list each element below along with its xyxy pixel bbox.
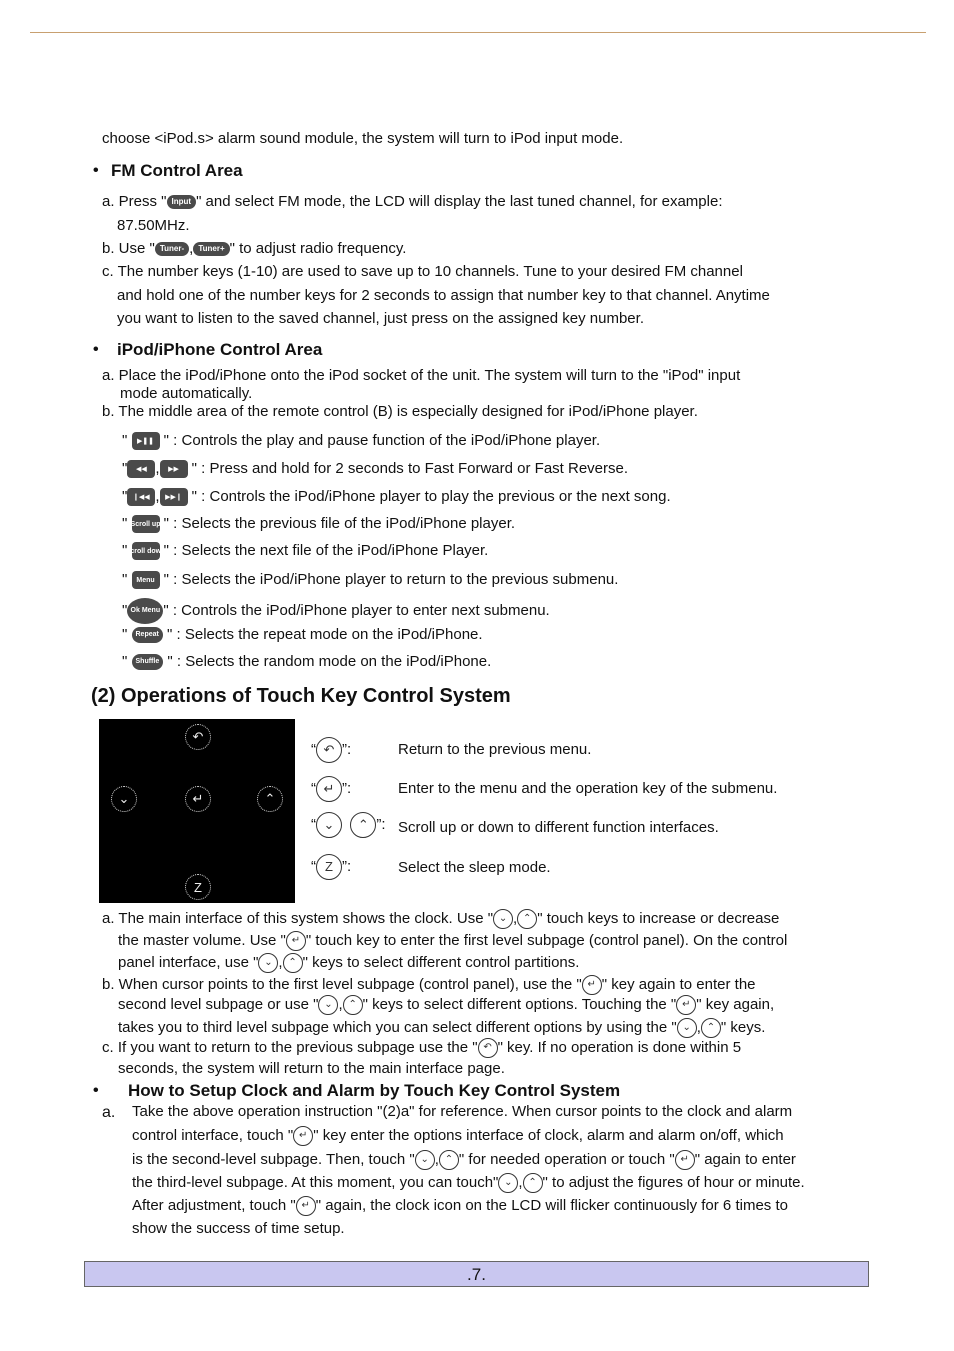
down-icon: ⌄	[316, 812, 342, 838]
clock-line1: Take the above operation instruction "(2)a" for reference. When cursor points to the clock and alarm	[132, 1103, 793, 1120]
ipod-item-a2: mode automatically.	[120, 385, 253, 402]
s2-item-b3: takes you to third level subpage which you can select different options by using the " ⌄ , ⌃ " keys.	[118, 1018, 765, 1038]
bullet: •	[93, 341, 99, 358]
repeat-key-icon: Repeat	[132, 627, 163, 643]
up-icon: ⌃	[343, 995, 363, 1015]
clock-line5: After adjustment, touch " ↵ " again, the clock icon on the LCD will flicker continuously for 6 times to	[132, 1196, 788, 1216]
clock-heading: How to Setup Clock and Alarm by Touch Key Control System	[128, 1081, 621, 1100]
s2-item-a2: the master volume. Use " ↵ " touch key to enter the first level subpage (control panel). On the control	[118, 931, 787, 951]
header-rule	[30, 32, 926, 33]
up-icon: ⌃	[350, 812, 376, 838]
fm-item-c1: c. The number keys (1-10) are used to save up to 10 channels. Tune to your desired FM channel	[102, 263, 743, 280]
enter-icon: ↵	[296, 1196, 316, 1216]
enter-icon: ↵	[675, 1150, 695, 1170]
fm-item-c3: you want to listen to the saved channel, just press on the assigned key number.	[117, 310, 644, 327]
legend-return-desc: Return to the previous menu.	[398, 741, 592, 758]
down-icon: ⌄	[677, 1018, 697, 1038]
page-number: .7.	[467, 1265, 486, 1284]
legend-enter-desc: Enter to the menu and the operation key of the submenu.	[398, 780, 778, 797]
legend-scroll: “ ⌄ ⌃ ”:	[311, 812, 386, 838]
down-icon: ⌄	[318, 995, 338, 1015]
clock-line6: show the success of time setup.	[132, 1220, 345, 1237]
next-song-icon: ▶▶❙	[160, 488, 188, 506]
scroll-up-key-icon: Scroll up	[132, 515, 160, 533]
legend-enter: “ ↵ ”:	[311, 776, 351, 802]
up-icon: ⌃	[439, 1150, 459, 1170]
bullet: •	[93, 162, 99, 179]
enter-icon: ↵	[185, 786, 211, 812]
legend-sleep-desc: Select the sleep mode.	[398, 859, 551, 876]
shuffle-key-icon: Shuffle	[132, 654, 164, 670]
scroll-down-key-icon: Scroll down	[132, 542, 160, 560]
fast-forward-icon: ▶▶	[160, 460, 188, 478]
down-icon: ⌄	[258, 953, 278, 973]
down-icon: ⌄	[493, 909, 513, 929]
clock-line4: the third-level subpage. At this moment, you can touch" ⌄ , ⌃ " to adjust the figures of hour or minute.	[132, 1173, 805, 1193]
up-icon: ⌃	[283, 953, 303, 973]
fm-item-a: a. Press " Input " and select FM mode, the LCD will display the last tuned channel, for example:	[102, 193, 723, 210]
enter-icon: ↵	[582, 975, 602, 995]
return-icon: ↶	[478, 1038, 498, 1058]
enter-icon: ↵	[676, 995, 696, 1015]
ipod-key-row: " Scroll up " : Selects the previous file of the iPod/iPhone player.	[122, 515, 516, 532]
s2-item-a3: panel interface, use " ⌄ , ⌃ " keys to select different control partitions.	[118, 953, 579, 973]
down-icon: ⌄	[111, 786, 137, 812]
ok-menu-key-icon: Ok Menu	[127, 598, 163, 624]
s2-item-b1: b. When cursor points to the first level subpage (control panel), use the " ↵ " key again to enter the	[102, 975, 756, 995]
ipod-item-b1: b. The middle area of the remote control (B) is especially designed for iPod/iPhone player.	[102, 403, 698, 420]
ipod-key-row: " ◀◀ , ▶▶ " : Press and hold for 2 seconds to Fast Forward or Fast Reverse.	[122, 460, 629, 477]
input-key-icon: Input	[167, 195, 197, 209]
clock-item-label: a.	[102, 1104, 116, 1121]
enter-icon: ↵	[316, 776, 342, 802]
return-icon: ↶	[185, 724, 211, 750]
bullet: •	[93, 1082, 99, 1099]
sleep-icon: Z	[316, 854, 342, 880]
up-icon: ⌃	[701, 1018, 721, 1038]
legend-return: “ ↶ ”:	[311, 737, 351, 763]
up-icon: ⌃	[523, 1173, 543, 1193]
tuner-minus-key-icon: Tuner-	[155, 242, 189, 256]
up-icon: ⌃	[517, 909, 537, 929]
ipod-key-row: " Shuffle " : Selects the random mode on the iPod/iPhone.	[122, 653, 492, 670]
intro-line: choose <iPod.s> alarm sound module, the system will turn to iPod input mode.	[102, 130, 624, 147]
legend-scroll-desc: Scroll up or down to different function interfaces.	[398, 819, 719, 836]
previous-song-icon: ❙◀◀	[127, 488, 155, 506]
up-icon: ⌃	[257, 786, 283, 812]
sleep-icon: Z	[185, 874, 211, 900]
fm-item-a-cont: 87.50MHz.	[117, 217, 190, 234]
return-icon: ↶	[316, 737, 342, 763]
touch-key-panel	[99, 719, 295, 903]
s2-item-b2: second level subpage or use " ⌄ , ⌃ " keys to select different options. Touching the " ↵ " key again,	[118, 995, 774, 1015]
s2-item-c2: seconds, the system will return to the main interface page.	[118, 1060, 505, 1077]
ipod-key-row: " Ok Menu " : Controls the iPod/iPhone player to enter next submenu.	[122, 598, 550, 624]
s2-item-c1: c. If you want to return to the previous subpage use the " ↶ " key. If no operation is done within 5	[102, 1038, 741, 1058]
tuner-plus-key-icon: Tuner+	[193, 242, 229, 256]
enter-icon: ↵	[293, 1126, 313, 1146]
clock-line3: is the second-level subpage. Then, touch " ⌄ , ⌃ " for needed operation or touch " ↵ " again to enter	[132, 1150, 796, 1170]
menu-key-icon: Menu	[132, 571, 160, 589]
fm-item-b: b. Use " Tuner- , Tuner+ " to adjust radio frequency.	[102, 240, 407, 257]
fm-heading: FM Control Area	[111, 161, 243, 180]
s2-item-a1: a. The main interface of this system shows the clock. Use " ⌄ , ⌃ " touch keys to increase or decrease	[102, 909, 779, 929]
legend-sleep: “ Z ”:	[311, 854, 351, 880]
ipod-item-a1: a. Place the iPod/iPhone onto the iPod socket of the unit. The system will turn to the "iPod" input	[102, 367, 741, 384]
ipod-key-row: " Repeat " : Selects the repeat mode on the iPod/iPhone.	[122, 626, 483, 643]
fm-item-c2: and hold one of the number keys for 2 seconds to assign that number key to that channel. Anytime	[117, 287, 770, 304]
ipod-key-row: " Menu " : Selects the iPod/iPhone player to return to the previous submenu.	[122, 571, 619, 588]
enter-icon: ↵	[286, 931, 306, 951]
fast-reverse-icon: ◀◀	[127, 460, 155, 478]
down-icon: ⌄	[415, 1150, 435, 1170]
ipod-key-row: " ❙◀◀ , ▶▶❙ " : Controls the iPod/iPhone player to play the previous or the next song.	[122, 488, 671, 505]
section2-heading: (2) Operations of Touch Key Control System	[91, 685, 511, 707]
ipod-heading: iPod/iPhone Control Area	[117, 340, 323, 359]
page-footer	[84, 1261, 869, 1287]
down-icon: ⌄	[498, 1173, 518, 1193]
play-pause-icon: ▶❚❚	[132, 432, 160, 450]
ipod-key-row: " Scroll down " : Selects the next file of the iPod/iPhone Player.	[122, 542, 489, 559]
clock-line2: control interface, touch " ↵ " key enter the options interface of clock, alarm and alarm on/off, which	[132, 1126, 784, 1146]
ipod-key-row: " ▶❚❚ " : Controls the play and pause function of the iPod/iPhone player.	[122, 432, 601, 449]
